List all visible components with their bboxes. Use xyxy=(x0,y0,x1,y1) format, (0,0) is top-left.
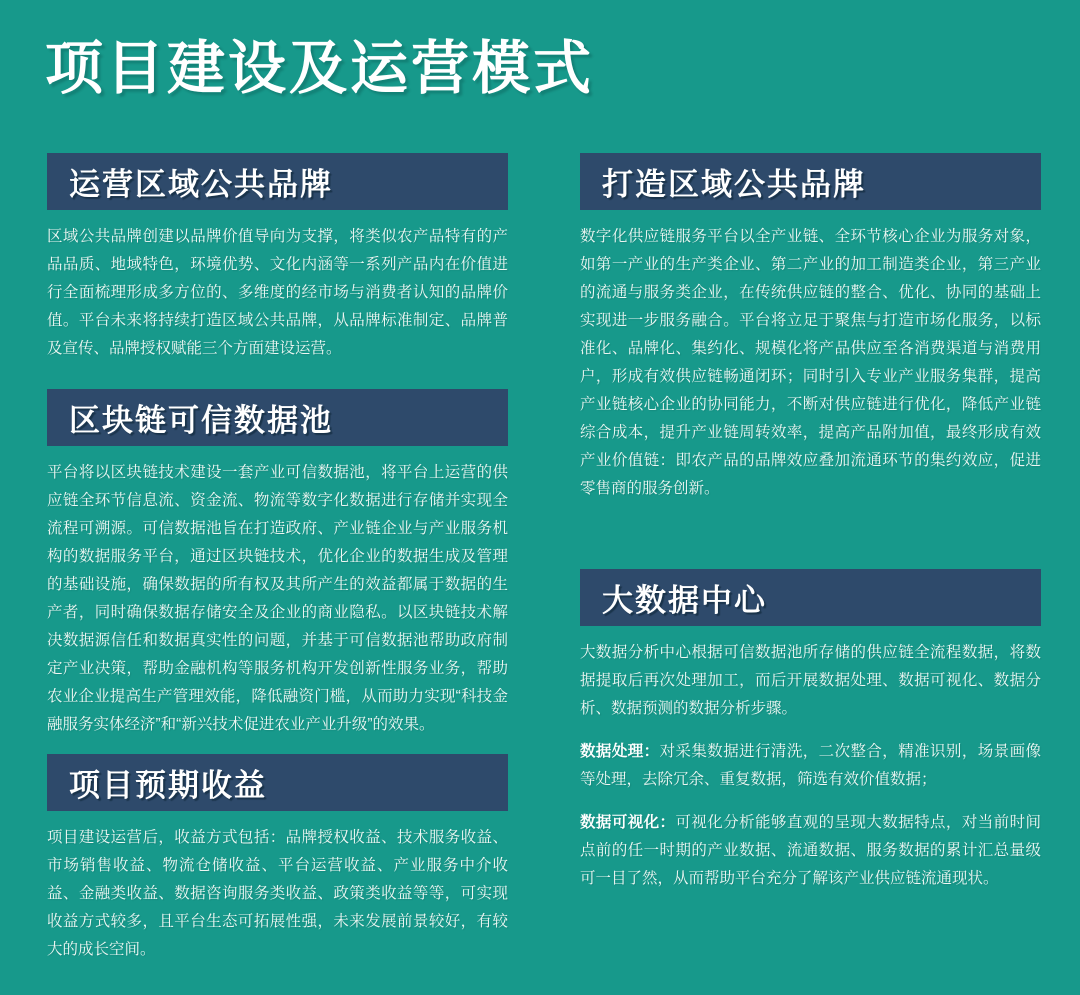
section-heading: 项目预期收益 xyxy=(69,768,267,803)
content-columns xyxy=(47,153,1041,964)
paragraph-text: 可视化分析能够直观的呈现大数据特点，对当前时间点前的任一时期的产业数据、流通数据、服务数据的累计汇总量级可一目了然，从而帮助平台充分了解该产业供应链流通现状。 xyxy=(580,814,1041,887)
section-heading-box xyxy=(47,389,508,446)
paragraph-text: 对采集数据进行清洗，二次整合，精准识别，场景画像等处理，去除冗余、重复数据，筛选有效价值数据； xyxy=(580,743,1041,788)
section-heading: 区块链可信数据池 xyxy=(69,403,333,438)
section-heading: 运营区域公共品牌 xyxy=(69,167,333,202)
page-title: 项目建设及运营模式 xyxy=(45,36,595,101)
section-heading: 打造区域公共品牌 xyxy=(602,167,866,202)
section-project-expected-returns xyxy=(47,754,508,964)
right-column xyxy=(580,153,1041,964)
paragraph-label: 数据处理： xyxy=(580,743,660,760)
section-heading: 大数据中心 xyxy=(602,583,767,618)
section-heading-box xyxy=(580,569,1041,626)
section-paragraph: 项目建设运营后，收益方式包括：品牌授权收益、技术服务收益、市场销售收益、物流仓储收益、平台运营收益、产业服务中介收益、金融类收益、数据咨询服务类收益、政策类收益等等，可实现收益方式较多，且平台生态可拓展性强，未来发展前景较好，有较大的成长空间。 xyxy=(47,829,508,958)
section-paragraph: 数字化供应链服务平台以全产业链、全环节核心企业为服务对象，如第一产业的生产类企业、第二产业的加工制造类企业，第三产业的流通与服务类企业，在传统供应链的整合、优化、协同的基础上实现进一步服务融合。平台将立足于聚焦与打造市场化服务，以标准化、品牌化、集约化、规模化将产品供应至各消费渠道与消费用户，形成有效供应链畅通闭环；同时引入专业产业服务集群，提高产业链核心企业的协同能力，不断对供应链进行优化，降低产业链综合成本，提升产业链周转效率，提高产品附加值，最终形成有效产业价值链：即农产品的品牌效应叠加流通环节的集约效应，促进零售商的服务创新。 xyxy=(580,228,1041,497)
section-blockchain-trusted-data-pool xyxy=(47,389,508,739)
section-paragraph: 平台将以区块链技术建设一套产业可信数据池，将平台上运营的供应链全环节信息流、资金流、物流等数字化数据进行存储并实现全流程可溯源。可信数据池旨在打造政府、产业链企业与产业服务机构的数据服务平台，通过区块链技术，优化企业的数据生成及管理的基础设施，确保数据的所有权及其所产生的效益都属于数据的生产者，同时确保数据存储安全及企业的商业隐私。以区块链技术解决数据源信任和数据真实性的问题，并基于可信数据池帮助政府制定产业决策，帮助金融机构等服务机构开发创新性服务业务，帮助农业企业提高生产管理效能，降低融资门槛，从而助力实现“科技金融服务实体经济”和“新兴技术促进农业产业升级”的效果。 xyxy=(47,464,508,733)
section-operate-regional-public-brand xyxy=(47,153,508,363)
paragraph-label: 数据可视化： xyxy=(580,814,676,831)
section-heading-box xyxy=(47,153,508,210)
section-paragraph-data-processing xyxy=(580,738,1041,794)
section-paragraph-data-visualization xyxy=(580,809,1041,893)
left-column xyxy=(47,153,508,964)
section-heading-box xyxy=(580,153,1041,210)
section-build-regional-public-brand xyxy=(580,153,1041,503)
section-big-data-center xyxy=(580,569,1041,893)
section-heading-box xyxy=(47,754,508,811)
section-paragraph: 大数据分析中心根据可信数据池所存储的供应链全流程数据，将数据提取后再次处理加工，而后开展数据处理、数据可视化、数据分析、数据预测的数据分析步骤。 xyxy=(580,644,1041,717)
section-paragraph: 区域公共品牌创建以品牌价值导向为支撑，将类似农产品特有的产品品质、地域特色，环境优势、文化内涵等一系列产品内在价值进行全面梳理形成多方位的、多维度的经市场与消费者认知的品牌价值。平台未来将持续打造区域公共品牌，从品牌标准制定、品牌普及宣传、品牌授权赋能三个方面建设运营。 xyxy=(47,228,508,357)
